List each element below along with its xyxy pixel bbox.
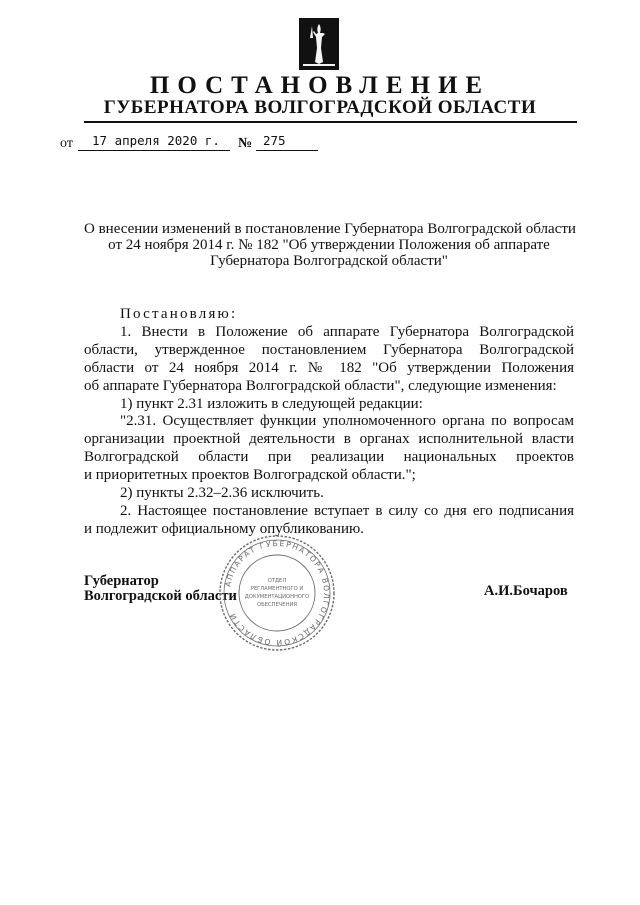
body-line: Волгоградской области при реализации национальных проектов	[84, 449, 574, 466]
document-subject	[84, 221, 574, 269]
coat-of-arms-icon	[299, 18, 339, 70]
signatory-position	[84, 574, 237, 604]
subject-line: от 24 ноября 2014 г. № 182 "Об утверждении Положения об аппарате	[108, 237, 550, 253]
svg-text:АППАРАТ ГУБЕРНАТОРА ВОЛГОГРАДС: АППАРАТ ГУБЕРНАТОРА ВОЛГОГРАДСКОЙ ОБЛАСТИ	[223, 538, 332, 648]
signatory-position-line: Волгоградской области	[84, 588, 237, 604]
svg-text:ОТДЕЛ: ОТДЕЛ	[267, 578, 287, 584]
body-line: 2) пункты 2.32–2.36 исключить.	[120, 485, 324, 502]
body-line: организации проектной деятельности в органах исполнительной власти	[84, 431, 574, 448]
svg-text:РЕГЛАМЕНТНОГО И: РЕГЛАМЕНТНОГО И	[250, 586, 304, 592]
signatory-name: А.И.Бочаров	[484, 583, 568, 599]
body-line: 1. Внести в Положение об аппарате Губернатора Волгоградской	[120, 323, 574, 340]
svg-text:ОБЕСПЕЧЕНИЯ: ОБЕСПЕЧЕНИЯ	[257, 602, 297, 608]
subject-line: Губернатора Волгоградской области"	[210, 253, 448, 269]
body-line: и подлежит официальному опубликованию.	[84, 520, 364, 537]
body-line: 1) пункт 2.31 изложить в следующей редакции:	[120, 395, 423, 412]
body-line: и приоритетных проектов Волгоградской области.";	[84, 467, 416, 484]
document-title: ПОСТАНОВЛЕНИЕ	[149, 72, 491, 99]
subject-line: О внесении изменений в постановление Губернатора Волгоградской области	[84, 221, 576, 237]
svg-text:ДОКУМЕНТАЦИОННОГО: ДОКУМЕНТАЦИОННОГО	[244, 594, 310, 600]
number-value: 275	[263, 133, 286, 148]
number-underline	[256, 150, 318, 151]
body-line: 2. Настоящее постановление вступает в силу со дня его подписания	[120, 502, 574, 519]
body-line: об аппарате Губернатора Волгоградской области", следующие изменения:	[84, 377, 557, 394]
document-subtitle: ГУБЕРНАТОРА ВОЛГОГРАДСКОЙ ОБЛАСТИ	[103, 97, 537, 118]
date-value: 17 апреля 2020 г.	[92, 133, 220, 148]
header-divider	[84, 121, 577, 123]
document-body	[84, 306, 574, 539]
number-label: №	[238, 136, 253, 151]
official-seal	[218, 533, 336, 653]
date-underline	[78, 150, 230, 151]
body-line: "2.31. Осуществляет функции уполномоченного органа по вопросам	[120, 413, 574, 430]
body-line: области, утвержденное постановлением Губернатора Волгоградской	[84, 341, 574, 358]
decree-word: Постановляю:	[120, 306, 238, 322]
signatory-position-line: Губернатор	[84, 573, 159, 589]
date-label: от	[60, 136, 73, 151]
body-line: области от 24 ноября 2014 г. № 182 "Об утверждении Положения	[84, 359, 574, 376]
